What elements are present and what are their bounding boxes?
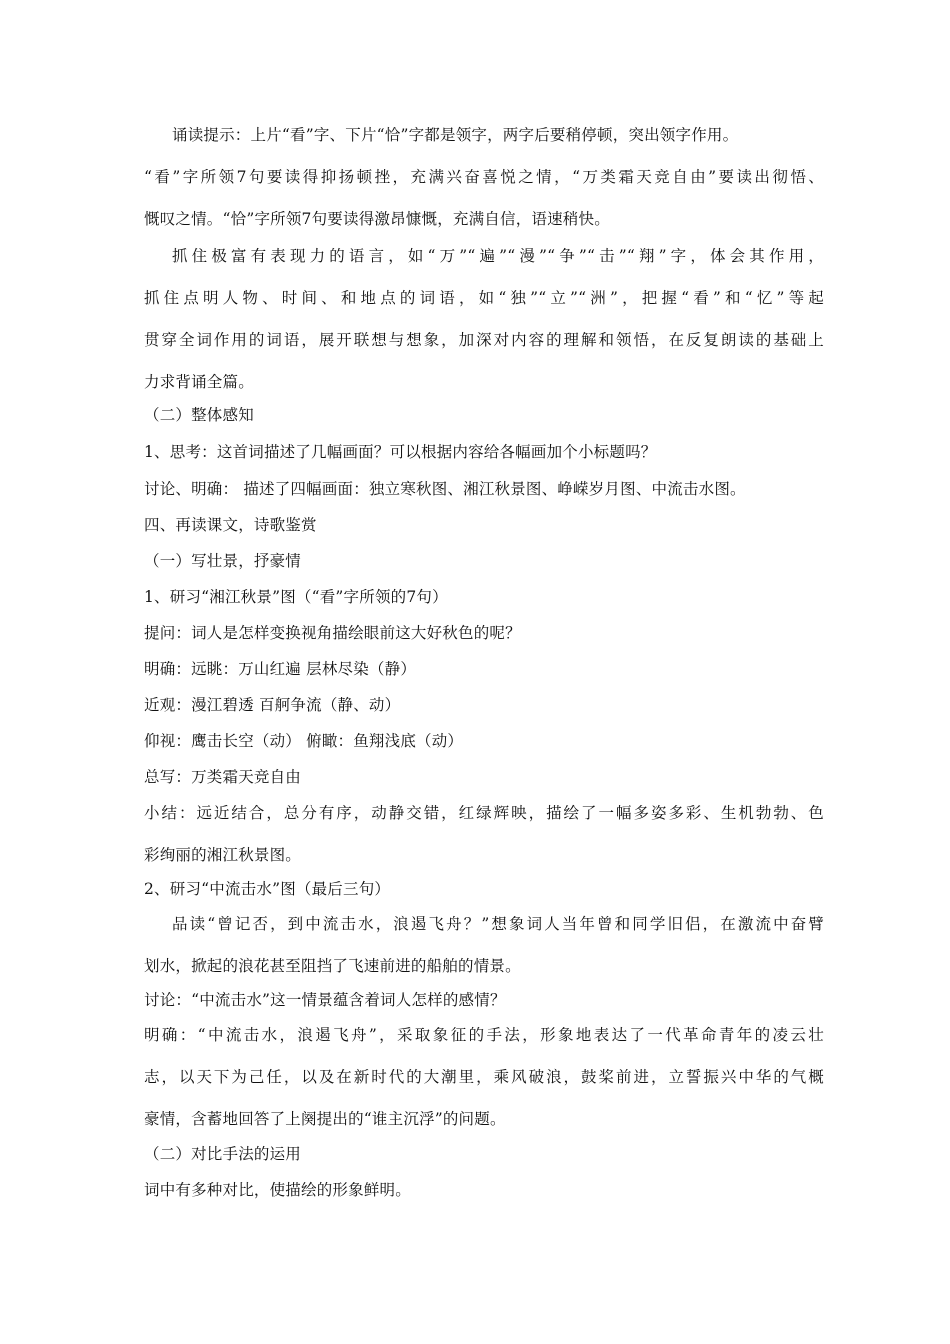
paragraph-line: 豪情，含蓄地回答了上阕提出的“谁主沉浮”的问题。 bbox=[144, 1110, 506, 1128]
paragraph-line: 志，以天下为己任，以及在新时代的大潮里，乘风破浪，鼓桨前进，立誓振兴中华的气概 bbox=[144, 1068, 824, 1086]
paragraph-line: “看”字所领7句要读得抑扬顿挫，充满兴奋喜悦之情，“万类霜天竞自由”要读出彻悟、 bbox=[144, 168, 824, 186]
paragraph-line: 总写：万类霜天竞自由 bbox=[144, 768, 302, 786]
paragraph-line: 彩绚丽的湘江秋景图。 bbox=[144, 846, 302, 864]
paragraph-line: 词中有多种对比，使描绘的形象鲜明。 bbox=[144, 1181, 411, 1199]
paragraph-line: 力求背诵全篇。 bbox=[144, 373, 254, 391]
paragraph-line: 明确：远眺：万山红遍 层林尽染（静） bbox=[144, 660, 417, 678]
paragraph-line: 1、研习“湘江秋景”图（“看”字所领的7句） bbox=[144, 588, 448, 606]
paragraph-line: 讨论：“中流击水”这一情景蕴含着词人怎样的感情？ bbox=[144, 991, 506, 1009]
paragraph-line: 贯穿全词作用的词语，展开联想与想象，加深对内容的理解和领悟，在反复朗读的基础上 bbox=[144, 331, 824, 349]
paragraph-line: 仰视：鹰击长空（动） 俯瞰：鱼翔浅底（动） bbox=[144, 732, 464, 750]
section-heading: 四、再读课文，诗歌鉴赏 bbox=[144, 516, 317, 534]
paragraph-line: 提问：词人是怎样变换视角描绘眼前这大好秋色的呢？ bbox=[144, 624, 521, 642]
paragraph-line: 品读“曾记否，到中流击水，浪遏飞舟？”想象词人当年曾和同学旧侣，在激流中奋臂 bbox=[172, 915, 824, 933]
section-heading: （二）对比手法的运用 bbox=[144, 1145, 302, 1163]
paragraph-line: 诵读提示：上片“看”字、下片“恰”字都是领字，两字后要稍停顿，突出领字作用。 bbox=[172, 126, 739, 144]
paragraph-line: 抓住点明人物、时间、和地点的词语，如“独”“立”“洲”，把握“看”和“忆”等起 bbox=[144, 289, 824, 307]
paragraph-line: 小结：远近结合，总分有序，动静交错，红绿辉映，描绘了一幅多姿多彩、生机勃勃、色 bbox=[144, 804, 824, 822]
section-heading: （二）整体感知 bbox=[144, 406, 254, 424]
paragraph-line: 近观：漫江碧透 百舸争流（静、动） bbox=[144, 696, 401, 714]
paragraph-line: 划水，掀起的浪花甚至阻挡了飞速前进的船舶的情景。 bbox=[144, 957, 521, 975]
paragraph-line: 1、思考：这首词描述了几幅画面？可以根据内容给各幅画加个小标题吗？ bbox=[144, 443, 657, 461]
paragraph-line: 抓住极富有表现力的语言，如“万”“遍”“漫”“争”“击”“翔”字，体会其作用， bbox=[172, 247, 824, 265]
section-heading: （一）写壮景，抒豪情 bbox=[144, 552, 302, 570]
paragraph-line: 讨论、明确： 描述了四幅画面：独立寒秋图、湘江秋景图、峥嵘岁月图、中流击水图。 bbox=[144, 480, 746, 498]
paragraph-line: 慨叹之情。“恰”字所领7句要读得激昂慷慨，充满自信，语速稍快。 bbox=[144, 210, 610, 228]
paragraph-line: 明确：“中流击水，浪遏飞舟”，采取象征的手法，形象地表达了一代革命青年的凌云壮 bbox=[144, 1026, 824, 1044]
paragraph-line: 2、研习“中流击水”图（最后三句） bbox=[144, 880, 391, 898]
